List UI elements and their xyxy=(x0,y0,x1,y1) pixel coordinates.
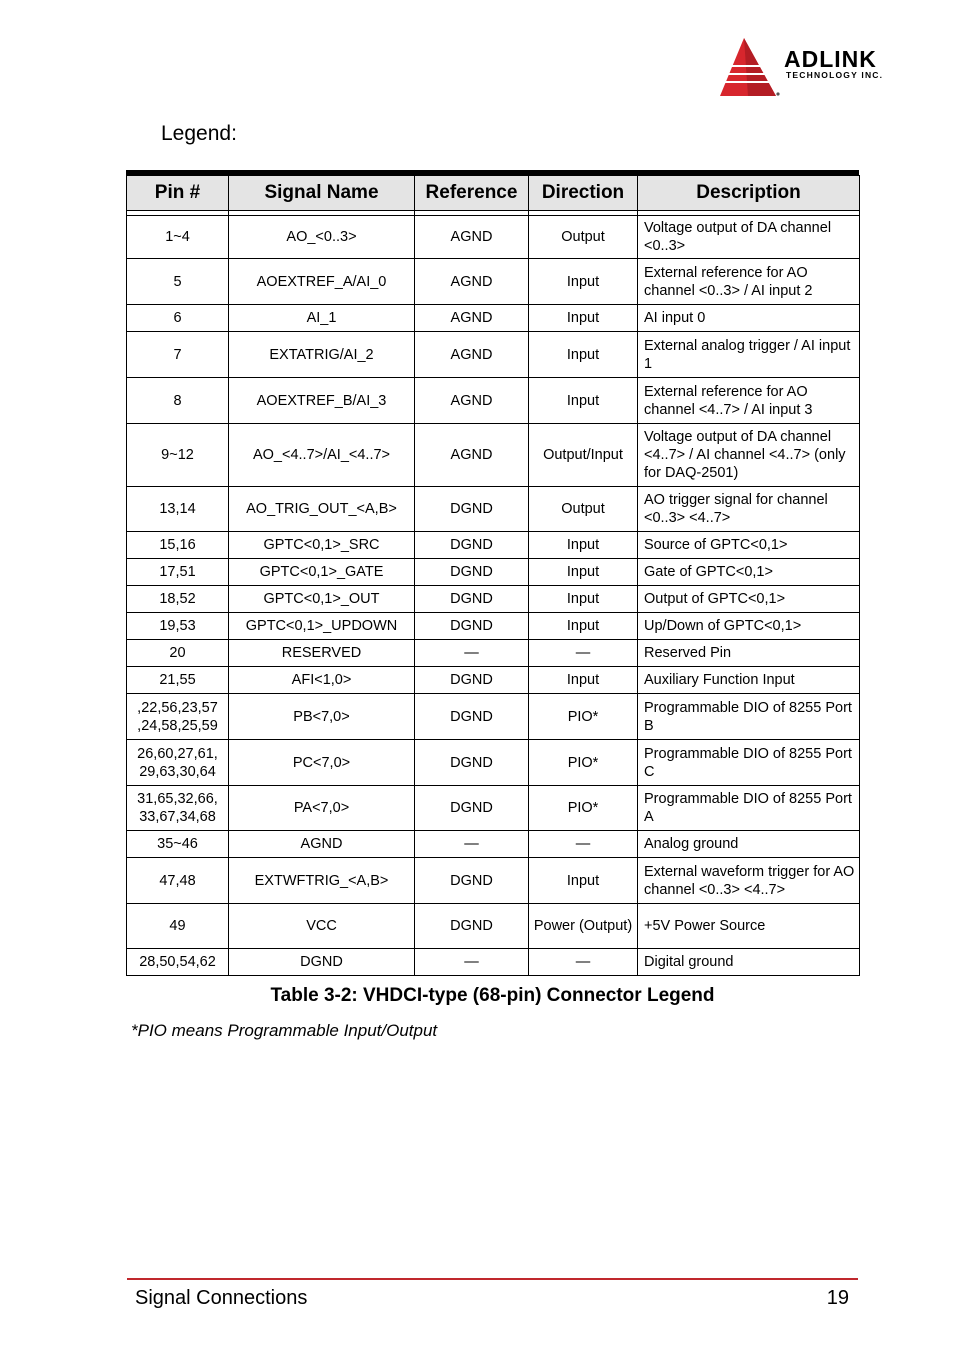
table-row xyxy=(127,613,860,640)
cell-description: Up/Down of GPTC<0,1> xyxy=(638,613,860,640)
cell-reference: DGND xyxy=(415,586,529,613)
cell-reference: DGND xyxy=(415,487,529,532)
cell-direction: Input xyxy=(529,378,638,424)
cell-pin: 21,55 xyxy=(127,667,229,694)
table-row xyxy=(127,740,860,786)
cell-reference: — xyxy=(415,949,529,976)
cell-pin: 35~46 xyxy=(127,831,229,858)
cell-signal: PB<7,0> xyxy=(229,694,415,740)
table-row xyxy=(127,904,860,949)
cell-direction: Input xyxy=(529,332,638,378)
cell-description: Output of GPTC<0,1> xyxy=(638,586,860,613)
cell-pin: 20 xyxy=(127,640,229,667)
adlink-triangle-icon xyxy=(718,36,780,98)
cell-reference: — xyxy=(415,831,529,858)
cell-pin: 8 xyxy=(127,378,229,424)
cell-description: AI input 0 xyxy=(638,305,860,332)
cell-signal: DGND xyxy=(229,949,415,976)
table-row xyxy=(127,694,860,740)
cell-reference: AGND xyxy=(415,424,529,487)
cell-description: Programmable DIO of 8255 Port A xyxy=(638,786,860,831)
cell-description: Programmable DIO of 8255 Port B xyxy=(638,694,860,740)
cell-reference: DGND xyxy=(415,786,529,831)
table-row xyxy=(127,378,860,424)
brand-name: ADLINK xyxy=(784,46,877,72)
cell-direction: Input xyxy=(529,858,638,904)
cell-reference: DGND xyxy=(415,740,529,786)
cell-pin: ,22,56,23,57 ,24,58,25,59 xyxy=(127,694,229,740)
table-caption: Table 3-2: VHDCI-type (68-pin) Connector Legend xyxy=(270,985,715,1006)
cell-signal: PA<7,0> xyxy=(229,786,415,831)
cell-description: Source of GPTC<0,1> xyxy=(638,532,860,559)
header-reference: Reference xyxy=(415,176,529,211)
table-row xyxy=(127,586,860,613)
cell-description: External analog trigger / AI input 1 xyxy=(638,332,860,378)
table-header-row xyxy=(127,176,860,211)
cell-pin: 28,50,54,62 xyxy=(127,949,229,976)
cell-direction: Output xyxy=(529,487,638,532)
table-row xyxy=(127,332,860,378)
cell-reference: DGND xyxy=(415,694,529,740)
table-row xyxy=(127,640,860,667)
cell-reference: DGND xyxy=(415,532,529,559)
cell-reference: AGND xyxy=(415,259,529,305)
cell-description: Voltage output of DA channel <0..3> xyxy=(638,216,860,259)
cell-pin: 15,16 xyxy=(127,532,229,559)
cell-direction: PIO* xyxy=(529,740,638,786)
cell-signal: AO_<4..7>/AI_<4..7> xyxy=(229,424,415,487)
cell-signal: PC<7,0> xyxy=(229,740,415,786)
cell-direction: PIO* xyxy=(529,694,638,740)
cell-direction: Input xyxy=(529,667,638,694)
cell-reference: DGND xyxy=(415,613,529,640)
cell-description: +5V Power Source xyxy=(638,904,860,949)
cell-reference: AGND xyxy=(415,305,529,332)
cell-signal: GPTC<0,1>_GATE xyxy=(229,559,415,586)
cell-direction: Output xyxy=(529,216,638,259)
adlink-logo xyxy=(718,36,918,98)
header-signal-name: Signal Name xyxy=(229,176,415,211)
cell-description: Analog ground xyxy=(638,831,860,858)
cell-pin: 49 xyxy=(127,904,229,949)
table-row xyxy=(127,831,860,858)
cell-signal: AI_1 xyxy=(229,305,415,332)
cell-description: Voltage output of DA channel <4..7> / AI channel <4..7> (only for DAQ-2501) xyxy=(638,424,860,487)
cell-direction: Input xyxy=(529,559,638,586)
table-row xyxy=(127,532,860,559)
cell-signal: AFI<1,0> xyxy=(229,667,415,694)
cell-direction: — xyxy=(529,949,638,976)
cell-pin: 19,53 xyxy=(127,613,229,640)
cell-pin: 1~4 xyxy=(127,216,229,259)
cell-pin: 18,52 xyxy=(127,586,229,613)
cell-direction: Input xyxy=(529,259,638,305)
cell-direction: — xyxy=(529,831,638,858)
cell-signal: GPTC<0,1>_SRC xyxy=(229,532,415,559)
cell-signal: AOEXTREF_B/AI_3 xyxy=(229,378,415,424)
page-number: 19 xyxy=(826,1287,849,1309)
header-description: Description xyxy=(638,176,860,211)
table-row xyxy=(127,858,860,904)
cell-direction: Input xyxy=(529,613,638,640)
cell-description: Auxiliary Function Input xyxy=(638,667,860,694)
cell-pin: 31,65,32,66, 33,67,34,68 xyxy=(127,786,229,831)
cell-pin: 7 xyxy=(127,332,229,378)
cell-description: External reference for AO channel <0..3> / AI input 2 xyxy=(638,259,860,305)
cell-signal: EXTATRIG/AI_2 xyxy=(229,332,415,378)
header-direction: Direction xyxy=(529,176,638,211)
table-row xyxy=(127,559,860,586)
table-row xyxy=(127,949,860,976)
cell-signal: AO_<0..3> xyxy=(229,216,415,259)
table-row xyxy=(127,487,860,532)
cell-description: Gate of GPTC<0,1> xyxy=(638,559,860,586)
cell-description: Digital ground xyxy=(638,949,860,976)
cell-signal: EXTWFTRIG_<A,B> xyxy=(229,858,415,904)
brand-tagline: TECHNOLOGY INC. xyxy=(786,70,884,80)
cell-pin: 17,51 xyxy=(127,559,229,586)
cell-direction: — xyxy=(529,640,638,667)
cell-description: External waveform trigger for AO channel <0..3> <4..7> xyxy=(638,858,860,904)
cell-reference: AGND xyxy=(415,332,529,378)
cell-signal: AGND xyxy=(229,831,415,858)
cell-direction: Input xyxy=(529,305,638,332)
cell-signal: VCC xyxy=(229,904,415,949)
cell-reference: DGND xyxy=(415,667,529,694)
cell-pin: 47,48 xyxy=(127,858,229,904)
cell-reference: DGND xyxy=(415,904,529,949)
table-row xyxy=(127,305,860,332)
footnote: *PIO means Programmable Input/Output xyxy=(131,1021,438,1040)
cell-pin: 5 xyxy=(127,259,229,305)
footer-rule xyxy=(127,1278,858,1280)
cell-signal: RESERVED xyxy=(229,640,415,667)
cell-description: AO trigger signal for channel <0..3> <4..7> xyxy=(638,487,860,532)
cell-signal: AOEXTREF_A/AI_0 xyxy=(229,259,415,305)
table-row xyxy=(127,424,860,487)
cell-direction: Input xyxy=(529,586,638,613)
cell-pin: 9~12 xyxy=(127,424,229,487)
cell-reference: AGND xyxy=(415,216,529,259)
cell-reference: AGND xyxy=(415,378,529,424)
cell-signal: AO_TRIG_OUT_<A,B> xyxy=(229,487,415,532)
connector-legend-table xyxy=(126,170,859,976)
cell-direction: Input xyxy=(529,532,638,559)
table-row xyxy=(127,259,860,305)
legend-title: Legend: xyxy=(161,122,237,145)
cell-pin: 13,14 xyxy=(127,487,229,532)
cell-pin: 6 xyxy=(127,305,229,332)
cell-signal: GPTC<0,1>_UPDOWN xyxy=(229,613,415,640)
cell-description: External reference for AO channel <4..7> / AI input 3 xyxy=(638,378,860,424)
cell-reference: DGND xyxy=(415,559,529,586)
cell-direction: Power (Output) xyxy=(529,904,638,949)
cell-signal: GPTC<0,1>_OUT xyxy=(229,586,415,613)
header-pin: Pin # xyxy=(127,176,229,211)
cell-direction: Output/Input xyxy=(529,424,638,487)
cell-reference: DGND xyxy=(415,858,529,904)
footer-section-title: Signal Connections xyxy=(135,1287,308,1309)
cell-direction: PIO* xyxy=(529,786,638,831)
cell-reference: — xyxy=(415,640,529,667)
cell-description: Programmable DIO of 8255 Port C xyxy=(638,740,860,786)
cell-pin: 26,60,27,61, 29,63,30,64 xyxy=(127,740,229,786)
table-row xyxy=(127,216,860,259)
cell-description: Reserved Pin xyxy=(638,640,860,667)
table-row xyxy=(127,786,860,831)
table-row xyxy=(127,667,860,694)
